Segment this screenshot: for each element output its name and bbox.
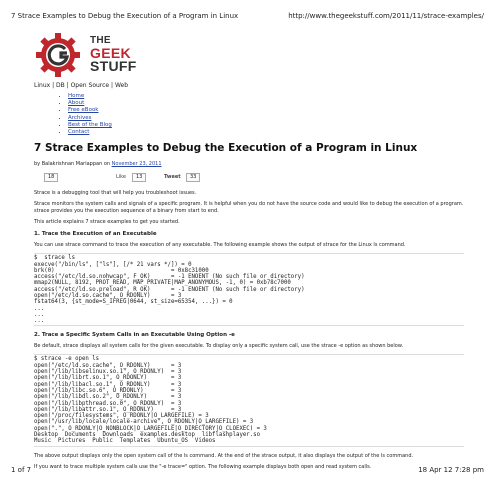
article-page: [34, 26, 464, 475]
nav-link-best-of-blog[interactable]: Best of the Blog: [68, 121, 112, 128]
section-1-code: $ strace ls execve("/bin/ls", ["ls"], [/* 21 vars */]) = 0 brk(0) = 0x8c31000 access("/etc/ld.so.nohwcap", F_OK) = -1 ENOENT (No such file or directory) mmap2(NULL, 8192, PROT_READ, MAP_PRIVATE|MAP_ANONYMOUS, -1, 0) = 0xb78c7000 access("/etc/ld.so.preload", R_OK) = -1 ENOENT (No such file or directory) open("/etc/ld.so.cache", O_RDONLY) = 3 fstat64(3, {st_mode=S_IFREG|0644, st_size=65354, ...}) = 0 ... ... ...: [34, 253, 464, 326]
geek-stuff-gear-logo-icon: [34, 32, 86, 78]
site-logo[interactable]: [34, 32, 464, 80]
page-title-header: 7 Strace Examples to Debug the Execution of a Program in Linux: [11, 12, 239, 20]
intro-paragraph-2: Strace monitors the system calls and signals of a specific program. It is helpful when you do not have the source code and would like to debug the execution of a program. strace provides you the execution sequence of a binary from start to end.: [34, 201, 464, 215]
section-3-intro: If you want to trace multiple system calls use the "-e trace=" option. The following example displays both open and read system calls.: [34, 463, 372, 470]
print-footer: [11, 464, 484, 476]
article-title: 7 Strace Examples to Debug the Execution of a Program in Linux: [34, 142, 418, 155]
logo-line-3: STUFF: [90, 58, 137, 74]
nav-link-free-ebook[interactable]: Free eBook: [68, 107, 99, 114]
intro-paragraph-1: Strace is a debugging tool that will help you troubleshoot issues.: [34, 190, 197, 197]
page-count: 1 of 7: [11, 466, 32, 474]
logo-line-1: THE: [90, 35, 111, 46]
nav-item-about: [68, 100, 464, 107]
nav-item-home: [68, 93, 464, 100]
print-date: 18 Apr 12 7:28 pm: [418, 466, 484, 474]
share-count: 18: [44, 173, 58, 182]
section-1-heading: 1. Trace the Execution of an Executable: [34, 231, 157, 238]
section-1-text: You can use strace command to trace the execution of any executable. The following example shows the output of strace for the Linux ls command.: [34, 242, 406, 249]
nav-item-archives: [68, 115, 464, 122]
site-tagline: Linux | DB | Open Source | Web: [34, 82, 129, 89]
like-count: 13: [132, 173, 146, 182]
nav-item-free-ebook: [68, 107, 464, 114]
share-bar: [34, 172, 464, 182]
section-2-code: $ strace -e open ls open("/etc/ld.so.cache", O_RDONLY) = 3 open("/lib/libselinux.so.1", O_RDONLY) = 3 open("/lib/librt.so.1", O_RDONLY) = 3 open("/lib/libacl.so.1", O_RDONLY) = 3 open("/lib/libc.so.6", O_RDONLY) = 3 open("/lib/libdl.so.2", O_RDONLY) = 3 open("/lib/libpthread.so.0", O_RDONLY) = 3 open("/lib/libattr.so.1", O_RDONLY) = 3 open("/proc/filesystems", O_RDONLY|O_LARGEFILE) = 3 open("/usr/lib/locale/locale-archive", O_RDONLY|O_LARGEFILE) = 3 open(".", O_RDONLY|O_NONBLOCK|O_LARGEFILE|O_DIRECTORY|O_CLOEXEC) = 3 Desktop Documents Downloads examples.desktop libflashplayer.so Music Pictures Public Templates Ubuntu_OS Videos: [34, 354, 464, 446]
nav-link-about[interactable]: About: [68, 100, 85, 107]
nav-link-archives[interactable]: Archives: [68, 114, 92, 121]
section-2-after: The above output displays only the open system call of the ls command. At the end of the strace output, it also displays the output of the ls command.: [34, 452, 414, 459]
like-button[interactable]: Like: [116, 174, 126, 181]
page-url[interactable]: http://www.thegeekstuff.com/2011/11/strace-examples/: [288, 12, 484, 20]
byline-author: by Balakrishnan Mariappan on: [34, 161, 111, 168]
nav-item-best-of-blog: [68, 122, 464, 129]
section-2-heading: 2. Trace a Specific System Calls in an Executable Using Option -e: [34, 332, 235, 339]
site-nav: [68, 93, 464, 136]
tweet-button[interactable]: Tweet: [164, 174, 181, 181]
logo-wordmark: [90, 34, 137, 73]
section-2-text: Be default, strace displays all system calls for the given executable. To display only a specific system call, use the strace -e option as shown below.: [34, 343, 404, 350]
logo-line-2: GEEK: [90, 45, 131, 61]
article-byline: [34, 161, 464, 167]
nav-link-contact[interactable]: Contact: [68, 129, 90, 136]
nav-item-contact: [68, 129, 464, 136]
byline-date[interactable]: November 23, 2011: [111, 161, 162, 168]
nav-link-home[interactable]: Home: [68, 93, 85, 99]
tweet-count: 33: [186, 173, 200, 182]
print-header: [11, 10, 484, 22]
intro-paragraph-3: This article explains 7 strace examples to get you started.: [34, 219, 180, 226]
